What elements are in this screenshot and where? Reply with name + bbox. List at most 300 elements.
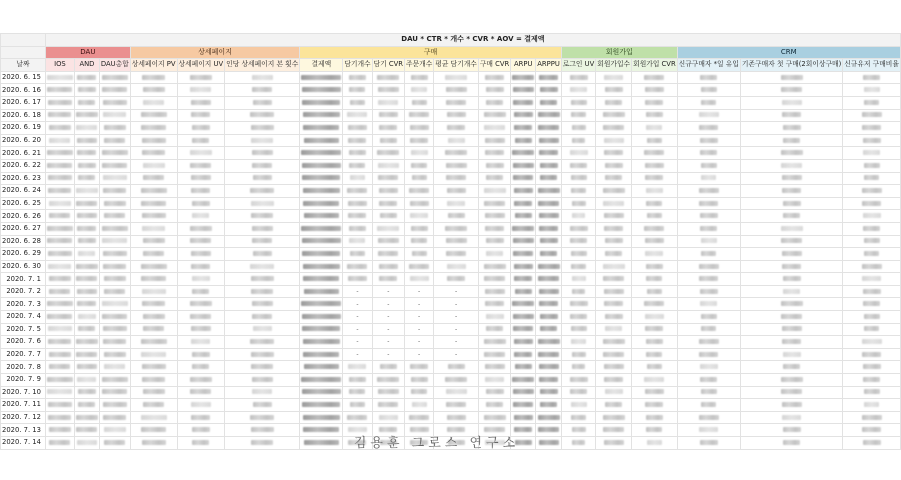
data-cell[interactable] — [536, 411, 562, 424]
data-cell[interactable] — [343, 323, 372, 336]
data-cell[interactable] — [225, 361, 300, 374]
data-cell[interactable] — [596, 109, 632, 122]
data-cell[interactable] — [677, 348, 740, 361]
data-cell[interactable] — [478, 235, 510, 248]
data-cell[interactable] — [536, 122, 562, 135]
data-cell[interactable] — [596, 285, 632, 298]
data-cell[interactable] — [99, 185, 130, 198]
data-cell[interactable] — [632, 311, 678, 324]
data-cell[interactable] — [225, 399, 300, 412]
column-header-16[interactable]: 회원가입수 — [596, 59, 632, 72]
data-cell[interactable] — [536, 134, 562, 147]
data-cell[interactable] — [843, 285, 901, 298]
data-cell[interactable] — [478, 134, 510, 147]
data-cell[interactable] — [74, 323, 99, 336]
data-cell[interactable] — [99, 109, 130, 122]
data-cell[interactable] — [740, 323, 842, 336]
data-cell[interactable] — [561, 348, 595, 361]
data-cell[interactable] — [300, 298, 343, 311]
data-cell[interactable] — [843, 374, 901, 387]
data-cell[interactable] — [45, 185, 74, 198]
data-cell[interactable] — [843, 348, 901, 361]
data-cell[interactable] — [632, 273, 678, 286]
data-cell[interactable] — [372, 159, 404, 172]
data-cell[interactable] — [596, 273, 632, 286]
data-cell[interactable] — [74, 147, 99, 160]
data-cell[interactable] — [225, 273, 300, 286]
data-cell[interactable] — [343, 197, 372, 210]
data-cell[interactable] — [405, 348, 434, 361]
data-cell[interactable] — [300, 248, 343, 261]
data-cell[interactable] — [478, 386, 510, 399]
data-cell[interactable] — [677, 84, 740, 97]
column-header-5[interactable]: 상세페이지 UV — [177, 59, 225, 72]
date-cell[interactable]: 2020. 7. 12 — [1, 411, 46, 424]
data-cell[interactable] — [45, 298, 74, 311]
data-cell[interactable] — [478, 311, 510, 324]
data-cell[interactable] — [536, 336, 562, 349]
column-header-12[interactable]: 구매 CVR — [478, 59, 510, 72]
data-cell[interactable] — [177, 273, 225, 286]
data-cell[interactable] — [405, 323, 434, 336]
data-cell[interactable] — [843, 172, 901, 185]
data-cell[interactable] — [225, 298, 300, 311]
data-cell[interactable] — [343, 71, 372, 84]
data-cell[interactable] — [225, 109, 300, 122]
data-cell[interactable] — [177, 185, 225, 198]
column-header-8[interactable]: 담기개수 — [343, 59, 372, 72]
data-cell[interactable] — [596, 197, 632, 210]
data-cell[interactable] — [632, 348, 678, 361]
data-cell[interactable] — [300, 273, 343, 286]
data-cell[interactable] — [677, 185, 740, 198]
column-header-17[interactable]: 회원가입 CVR — [632, 59, 678, 72]
data-cell[interactable] — [45, 273, 74, 286]
data-cell[interactable] — [478, 147, 510, 160]
data-cell[interactable] — [596, 298, 632, 311]
data-cell[interactable] — [536, 159, 562, 172]
data-cell[interactable] — [561, 285, 595, 298]
date-cell[interactable]: 2020. 6. 27 — [1, 222, 46, 235]
column-header-18[interactable]: 신규구매자 *일 유입 — [677, 59, 740, 72]
data-cell[interactable] — [596, 159, 632, 172]
data-cell[interactable] — [677, 311, 740, 324]
data-cell[interactable] — [45, 260, 74, 273]
data-cell[interactable] — [632, 222, 678, 235]
date-cell[interactable]: 2020. 6. 26 — [1, 210, 46, 223]
date-cell[interactable]: 2020. 6. 20 — [1, 134, 46, 147]
data-cell[interactable] — [99, 311, 130, 324]
data-cell[interactable] — [130, 411, 177, 424]
data-cell[interactable] — [596, 172, 632, 185]
data-cell[interactable] — [177, 374, 225, 387]
data-cell[interactable] — [45, 96, 74, 109]
data-cell[interactable] — [99, 122, 130, 135]
data-cell[interactable] — [843, 109, 901, 122]
data-cell[interactable] — [372, 273, 404, 286]
data-cell[interactable] — [478, 222, 510, 235]
data-cell[interactable] — [405, 84, 434, 97]
column-header-7[interactable]: 결제액 — [300, 59, 343, 72]
data-cell[interactable] — [372, 210, 404, 223]
data-cell[interactable] — [405, 285, 434, 298]
data-cell[interactable] — [740, 298, 842, 311]
data-cell[interactable] — [677, 172, 740, 185]
data-cell[interactable] — [372, 311, 404, 324]
data-cell[interactable] — [130, 134, 177, 147]
data-cell[interactable] — [843, 336, 901, 349]
data-cell[interactable] — [677, 386, 740, 399]
data-cell[interactable] — [343, 348, 372, 361]
data-cell[interactable] — [740, 71, 842, 84]
data-cell[interactable] — [99, 84, 130, 97]
data-cell[interactable] — [405, 260, 434, 273]
data-cell[interactable] — [343, 222, 372, 235]
data-cell[interactable] — [843, 361, 901, 374]
data-cell[interactable] — [177, 248, 225, 261]
data-cell[interactable] — [405, 386, 434, 399]
data-cell[interactable] — [225, 235, 300, 248]
date-cell[interactable]: 2020. 6. 17 — [1, 96, 46, 109]
column-header-14[interactable]: ARPPU — [536, 59, 562, 72]
data-cell[interactable] — [434, 197, 479, 210]
data-cell[interactable] — [596, 348, 632, 361]
data-cell[interactable] — [434, 374, 479, 387]
data-cell[interactable] — [372, 147, 404, 160]
data-cell[interactable] — [343, 311, 372, 324]
data-cell[interactable] — [561, 185, 595, 198]
data-cell[interactable] — [225, 386, 300, 399]
data-cell[interactable] — [478, 348, 510, 361]
data-cell[interactable] — [130, 336, 177, 349]
data-cell[interactable] — [343, 374, 372, 387]
date-cell[interactable]: 2020. 6. 21 — [1, 147, 46, 160]
data-cell[interactable] — [632, 96, 678, 109]
date-cell[interactable]: 2020. 6. 28 — [1, 235, 46, 248]
data-cell[interactable] — [561, 260, 595, 273]
column-header-1[interactable]: IOS — [45, 59, 74, 72]
data-cell[interactable] — [632, 210, 678, 223]
data-cell[interactable] — [740, 197, 842, 210]
data-cell[interactable] — [343, 96, 372, 109]
data-cell[interactable] — [740, 361, 842, 374]
data-cell[interactable] — [99, 336, 130, 349]
data-cell[interactable] — [740, 260, 842, 273]
data-cell[interactable] — [843, 210, 901, 223]
data-cell[interactable] — [632, 399, 678, 412]
data-cell[interactable] — [372, 185, 404, 198]
data-cell[interactable] — [596, 248, 632, 261]
data-cell[interactable] — [405, 235, 434, 248]
data-cell[interactable] — [74, 222, 99, 235]
data-cell[interactable] — [300, 361, 343, 374]
data-cell[interactable] — [478, 71, 510, 84]
data-cell[interactable] — [677, 336, 740, 349]
data-cell[interactable] — [225, 323, 300, 336]
data-cell[interactable] — [74, 361, 99, 374]
data-cell[interactable] — [561, 197, 595, 210]
data-cell[interactable] — [511, 348, 536, 361]
data-cell[interactable] — [677, 323, 740, 336]
data-cell[interactable] — [478, 96, 510, 109]
data-cell[interactable] — [740, 109, 842, 122]
data-cell[interactable] — [405, 399, 434, 412]
data-cell[interactable] — [478, 159, 510, 172]
data-cell[interactable] — [843, 222, 901, 235]
data-cell[interactable] — [843, 311, 901, 324]
data-cell[interactable] — [372, 122, 404, 135]
data-cell[interactable] — [511, 122, 536, 135]
data-cell[interactable] — [632, 248, 678, 261]
data-cell[interactable] — [343, 285, 372, 298]
group-dau[interactable]: DAU — [45, 46, 130, 59]
data-cell[interactable] — [561, 134, 595, 147]
data-cell[interactable] — [45, 411, 74, 424]
data-cell[interactable] — [536, 361, 562, 374]
data-cell[interactable] — [300, 323, 343, 336]
data-cell[interactable] — [177, 172, 225, 185]
data-cell[interactable] — [99, 248, 130, 261]
data-cell[interactable] — [45, 210, 74, 223]
data-cell[interactable] — [632, 298, 678, 311]
data-cell[interactable] — [740, 285, 842, 298]
data-cell[interactable] — [434, 273, 479, 286]
data-cell[interactable] — [300, 311, 343, 324]
data-cell[interactable] — [130, 210, 177, 223]
data-cell[interactable] — [177, 197, 225, 210]
data-cell[interactable] — [177, 411, 225, 424]
data-cell[interactable] — [677, 197, 740, 210]
data-cell[interactable] — [45, 235, 74, 248]
data-cell[interactable] — [177, 386, 225, 399]
data-cell[interactable] — [99, 71, 130, 84]
data-cell[interactable] — [511, 285, 536, 298]
data-cell[interactable] — [300, 374, 343, 387]
data-cell[interactable] — [372, 374, 404, 387]
data-cell[interactable] — [225, 222, 300, 235]
data-cell[interactable] — [300, 159, 343, 172]
column-header-2[interactable]: AND — [74, 59, 99, 72]
data-cell[interactable] — [343, 134, 372, 147]
data-cell[interactable] — [536, 348, 562, 361]
data-cell[interactable] — [405, 374, 434, 387]
data-cell[interactable] — [45, 134, 74, 147]
data-cell[interactable] — [130, 71, 177, 84]
data-cell[interactable] — [434, 147, 479, 160]
data-cell[interactable] — [740, 411, 842, 424]
data-cell[interactable] — [45, 336, 74, 349]
data-cell[interactable] — [511, 411, 536, 424]
data-cell[interactable] — [45, 323, 74, 336]
data-cell[interactable] — [596, 260, 632, 273]
data-cell[interactable] — [478, 399, 510, 412]
data-cell[interactable] — [130, 386, 177, 399]
data-cell[interactable] — [300, 235, 343, 248]
data-cell[interactable] — [434, 122, 479, 135]
data-cell[interactable] — [372, 235, 404, 248]
date-cell[interactable]: 2020. 6. 25 — [1, 197, 46, 210]
data-cell[interactable] — [300, 122, 343, 135]
data-cell[interactable] — [74, 273, 99, 286]
data-cell[interactable] — [478, 323, 510, 336]
data-cell[interactable] — [511, 210, 536, 223]
date-cell[interactable]: 2020. 6. 15 — [1, 71, 46, 84]
data-cell[interactable] — [405, 71, 434, 84]
data-cell[interactable] — [343, 147, 372, 160]
data-cell[interactable] — [632, 323, 678, 336]
data-cell[interactable] — [511, 386, 536, 399]
data-cell[interactable] — [677, 134, 740, 147]
data-cell[interactable] — [511, 399, 536, 412]
data-cell[interactable] — [740, 96, 842, 109]
data-cell[interactable] — [225, 147, 300, 160]
data-cell[interactable] — [343, 109, 372, 122]
data-cell[interactable] — [225, 134, 300, 147]
data-cell[interactable] — [45, 248, 74, 261]
data-cell[interactable] — [99, 197, 130, 210]
data-cell[interactable] — [177, 222, 225, 235]
data-cell[interactable] — [632, 134, 678, 147]
data-cell[interactable] — [99, 96, 130, 109]
data-cell[interactable] — [561, 374, 595, 387]
date-cell[interactable]: 2020. 7. 13 — [1, 424, 46, 437]
data-cell[interactable] — [405, 134, 434, 147]
data-cell[interactable] — [536, 71, 562, 84]
data-cell[interactable] — [843, 147, 901, 160]
data-cell[interactable] — [300, 71, 343, 84]
data-cell[interactable] — [677, 374, 740, 387]
data-cell[interactable] — [596, 311, 632, 324]
data-cell[interactable] — [843, 71, 901, 84]
data-cell[interactable] — [74, 248, 99, 261]
data-cell[interactable] — [45, 122, 74, 135]
data-cell[interactable] — [740, 336, 842, 349]
data-cell[interactable] — [372, 197, 404, 210]
data-cell[interactable] — [343, 210, 372, 223]
data-cell[interactable] — [596, 134, 632, 147]
data-cell[interactable] — [677, 210, 740, 223]
data-cell[interactable] — [177, 84, 225, 97]
date-cell[interactable]: 2020. 7. 11 — [1, 399, 46, 412]
data-cell[interactable] — [536, 222, 562, 235]
data-cell[interactable] — [177, 323, 225, 336]
data-cell[interactable] — [74, 96, 99, 109]
data-cell[interactable] — [596, 147, 632, 160]
data-cell[interactable] — [372, 134, 404, 147]
date-cell[interactable]: 2020. 7. 4 — [1, 311, 46, 324]
data-cell[interactable] — [740, 374, 842, 387]
data-cell[interactable] — [434, 386, 479, 399]
data-cell[interactable] — [561, 336, 595, 349]
data-cell[interactable] — [343, 411, 372, 424]
data-cell[interactable] — [434, 260, 479, 273]
data-cell[interactable] — [434, 361, 479, 374]
data-cell[interactable] — [511, 159, 536, 172]
data-cell[interactable] — [596, 122, 632, 135]
data-cell[interactable] — [511, 336, 536, 349]
data-cell[interactable] — [632, 235, 678, 248]
data-cell[interactable] — [478, 260, 510, 273]
data-cell[interactable] — [372, 336, 404, 349]
data-cell[interactable] — [511, 96, 536, 109]
data-cell[interactable] — [596, 361, 632, 374]
data-cell[interactable] — [300, 185, 343, 198]
data-cell[interactable] — [45, 84, 74, 97]
data-cell[interactable] — [130, 122, 177, 135]
group-purchase[interactable]: 구매 — [300, 46, 561, 59]
data-cell[interactable] — [434, 210, 479, 223]
spreadsheet-grid[interactable] — [0, 33, 901, 450]
data-cell[interactable] — [740, 386, 842, 399]
data-cell[interactable] — [45, 311, 74, 324]
data-cell[interactable] — [478, 122, 510, 135]
data-cell[interactable] — [561, 210, 595, 223]
data-cell[interactable] — [511, 235, 536, 248]
data-cell[interactable] — [677, 159, 740, 172]
group-crm[interactable]: CRM — [677, 46, 900, 59]
data-cell[interactable] — [177, 298, 225, 311]
data-cell[interactable] — [434, 285, 479, 298]
data-cell[interactable] — [343, 386, 372, 399]
data-cell[interactable] — [596, 185, 632, 198]
data-cell[interactable] — [343, 185, 372, 198]
data-cell[interactable] — [511, 197, 536, 210]
data-cell[interactable] — [130, 323, 177, 336]
data-cell[interactable] — [434, 172, 479, 185]
data-cell[interactable] — [372, 71, 404, 84]
data-cell[interactable] — [740, 235, 842, 248]
data-cell[interactable] — [511, 260, 536, 273]
data-cell[interactable] — [536, 323, 562, 336]
data-cell[interactable] — [45, 285, 74, 298]
data-cell[interactable] — [536, 109, 562, 122]
data-cell[interactable] — [130, 298, 177, 311]
data-cell[interactable] — [177, 235, 225, 248]
data-cell[interactable] — [130, 348, 177, 361]
data-cell[interactable] — [343, 399, 372, 412]
data-cell[interactable] — [632, 185, 678, 198]
data-cell[interactable] — [99, 374, 130, 387]
data-cell[interactable] — [677, 411, 740, 424]
data-cell[interactable] — [843, 134, 901, 147]
data-cell[interactable] — [405, 96, 434, 109]
data-cell[interactable] — [343, 248, 372, 261]
date-cell[interactable]: 2020. 6. 18 — [1, 109, 46, 122]
data-cell[interactable] — [74, 311, 99, 324]
date-cell[interactable]: 2020. 7. 6 — [1, 336, 46, 349]
data-cell[interactable] — [177, 348, 225, 361]
data-cell[interactable] — [434, 311, 479, 324]
data-cell[interactable] — [300, 210, 343, 223]
data-cell[interactable] — [536, 84, 562, 97]
data-cell[interactable] — [740, 348, 842, 361]
data-cell[interactable] — [511, 109, 536, 122]
data-cell[interactable] — [677, 235, 740, 248]
data-cell[interactable] — [561, 122, 595, 135]
data-cell[interactable] — [372, 323, 404, 336]
data-cell[interactable] — [434, 109, 479, 122]
data-cell[interactable] — [300, 348, 343, 361]
data-cell[interactable] — [511, 185, 536, 198]
data-cell[interactable] — [343, 172, 372, 185]
data-cell[interactable] — [561, 71, 595, 84]
data-cell[interactable] — [99, 361, 130, 374]
data-cell[interactable] — [561, 172, 595, 185]
data-cell[interactable] — [511, 134, 536, 147]
data-cell[interactable] — [561, 147, 595, 160]
data-cell[interactable] — [478, 298, 510, 311]
data-cell[interactable] — [225, 185, 300, 198]
